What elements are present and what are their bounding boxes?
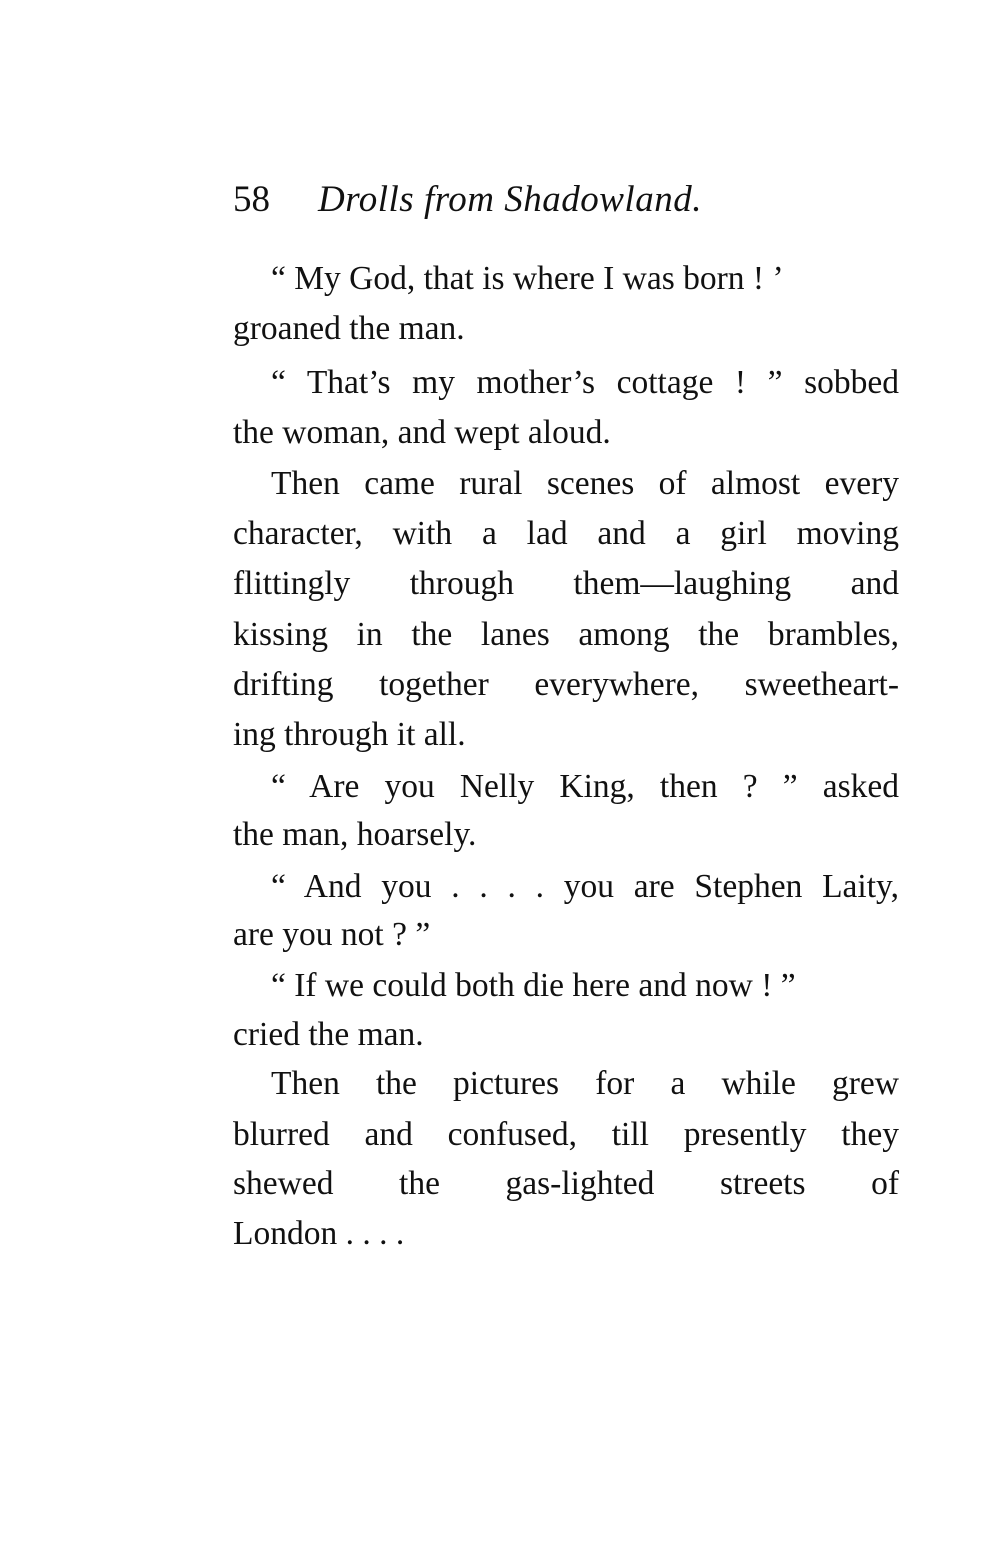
text-line: “ My God, that is where I was born ! ’ <box>271 260 784 297</box>
text-line: ing through it all. <box>233 716 466 753</box>
text-line: “ If we could both die here and now ! ” <box>271 967 796 1004</box>
text-line: drifting together everywhere, sweetheart- <box>233 666 899 703</box>
text-line: Then came rural scenes of almost every <box>271 465 899 502</box>
text-line: kissing in the lanes among the brambles, <box>233 616 899 653</box>
page-number: 58 <box>233 179 270 220</box>
text-line: “ That’s my mother’s cottage ! ” sobbed <box>271 364 899 401</box>
text-line: the woman, and wept aloud. <box>233 414 611 451</box>
running-title: Drolls from Shadowland. <box>318 179 702 220</box>
text-line: groaned the man. <box>233 310 465 347</box>
text-line: cried the man. <box>233 1016 424 1053</box>
text-line: blurred and confused, till presently they <box>233 1116 899 1153</box>
text-line: Then the pictures for a while grew <box>271 1065 899 1102</box>
text-line: are you not ? ” <box>233 916 431 953</box>
text-line: “ And you . . . . you are Stephen Laity, <box>271 868 899 905</box>
text-line: shewed the gas-lighted streets of <box>233 1165 899 1202</box>
text-line: “ Are you Nelly King, then ? ” asked <box>271 768 899 805</box>
text-line: character, with a lad and a girl moving <box>233 515 899 552</box>
text-line: the man, hoarsely. <box>233 816 477 853</box>
page-header <box>233 178 873 222</box>
text-line: London . . . . <box>233 1215 405 1252</box>
text-line: flittingly through them—laughing and <box>233 565 899 602</box>
